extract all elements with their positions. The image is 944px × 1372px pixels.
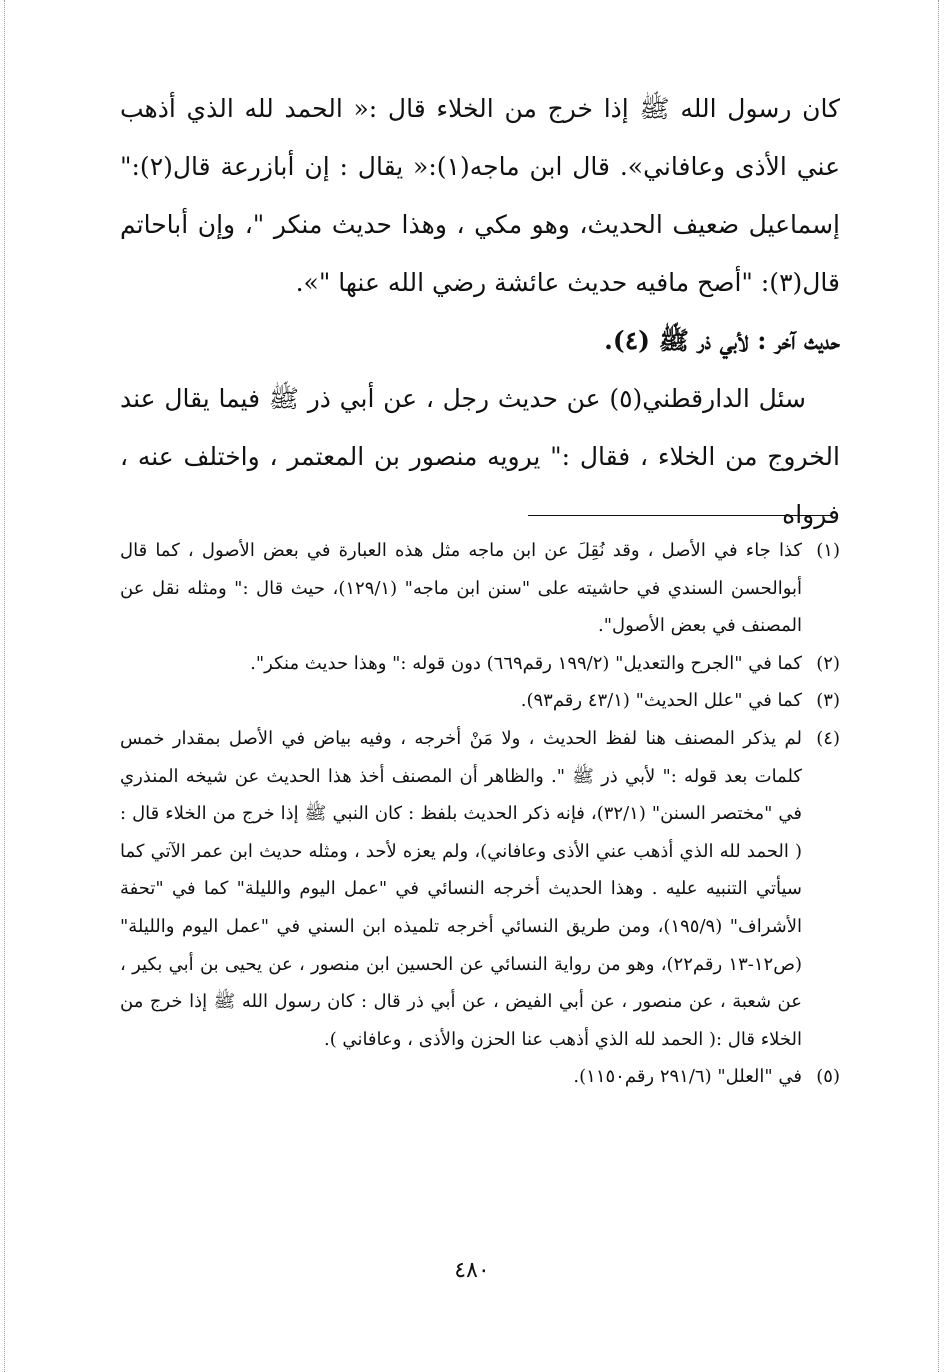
footnote-number: (٥) [816,1066,840,1088]
footnote-number: (٤) [816,727,840,749]
footnote-text: في "العلل" (٢٩١/٦ رقم١١٥٠). [573,1066,802,1088]
footnote-2 [120,645,840,683]
footnote-text: كذا جاء في الأصل ، وقد نُقِلَ عن ابن ماجه مثل هذه العبارة في بعض الأصول ، كما قال أبوالحسن السندي في حاشيته على "سنن ابن ماجه" (١٢٩/١)، حيث قال :" ومثله نقل عن المصنف في بعض الأصول". [120,540,802,637]
footnote-number: (٣) [816,690,840,712]
footnote-1 [120,532,840,645]
footnotes [120,532,840,1096]
footnote-text: كما في "الجرح والتعديل" (١٩٩/٢ رقم٦٦٩) دون قوله :" وهذا حديث منكر". [250,652,802,674]
footnote-number: (٢) [816,652,840,674]
footnote-number: (١) [816,540,840,561]
footnote-separator [528,515,832,516]
footnote-5 [120,1058,840,1096]
paragraph-1: كان رسول الله ﷺ إذا خرج من الخلاء قال :« الحمد لله الذي أذهب عني الأذى وعافاني». قال ابن ماجه(١):« يقال : إن أبازرعة قال(٢):" إسماعيل ضعيف الحديث، وهو مكي ، وهذا حديث منكر "، وإن أباحاتم قال(٣): "أصح مافيه حديث عائشة رضي الله عنها "». [120,94,841,297]
footnote-4 [120,720,840,1058]
paragraph-2: سئل الدارقطني(٥) عن حديث رجل ، عن أبي ذر ﷺ فيما يقال عند الخروج من الخلاء ، فقال :" يرويه منصور بن المعتمر ، واختلف عنه ، فرواه [120,384,840,529]
page-number: ٤٨٠ [454,1258,490,1283]
main-text [120,80,840,544]
footnote-3 [120,682,840,720]
scan-dots-left [4,0,5,1372]
footnote-text: لم يذكر المصنف هنا لفظ الحديث ، ولا مَنْ أخرجه ، وفيه بياض في الأصل بمقدار خمس كلمات بعد قوله :" لأبي ذر ﷺ ". والظاهر أن المصنف أخذ هذا الحديث عن شيخه المنذري في "مختصر السنن" (٣٢/١)، فإنه ذكر الحديث بلفظ : كان النبي ﷺ إذا خرج من الخلاء قال :( الحمد لله الذي أذهب عني الأذى وعافاني)، ولم يعزه لأحد ، ومثله حديث ابن عمر الآتي كما سيأتي التنبيه عليه . وهذا الحديث أخرجه النسائي في "عمل اليوم والليلة" كما في "تحفة الأشراف" (١٩٥/٩)، ومن طريق النسائي أخرجه تلميذه ابن السني في "عمل اليوم والليلة" (ص١٢-١٣ رقم٢٢)، وهو من رواية النسائي عن الحسين ابن منصور ، عن يحيى بن أبي بكير ، عن شعبة ، عن منصور ، عن أبي الفيض ، عن أبي ذر قال : كان رسول الله ﷺ إذا خرج من الخلاء قال :( الحمد لله الذي أذهب عنا الحزن والأذى ، وعافاني ). [120,727,802,1050]
scan-dots-right [938,0,939,1372]
section-heading: حديث آخر : لأبي ذر ﷺ (٤). [604,326,840,355]
footnote-text: كما في "علل الحديث" (٤٣/١ رقم٩٣). [520,690,802,712]
